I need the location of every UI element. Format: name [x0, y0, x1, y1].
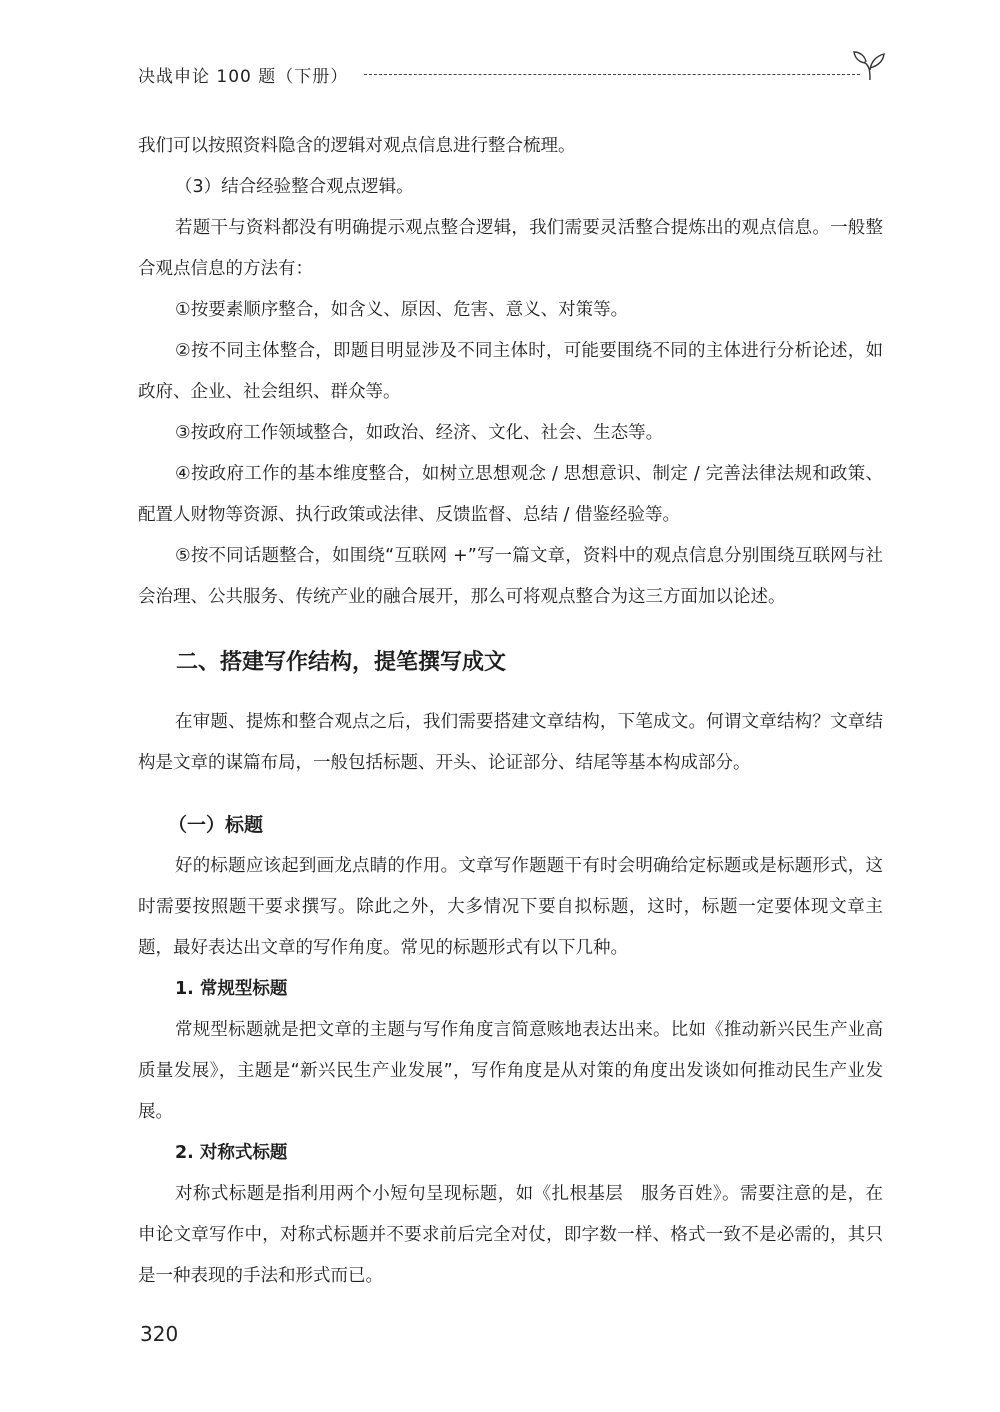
paragraph: 对称式标题是指利用两个小短句呈现标题，如《扎根基层 服务百姓》。需要注意的是，在申论文章写作中，对称式标题并不要求前后完全对仗，即字数一样、格式一致不是必需的，其只是一种表现的手法和形式而已。 — [138, 1184, 883, 1286]
paragraph: 在审题、提炼和整合观点之后，我们需要搭建文章结构，下笔成文。何谓文章结构？文章结构是文章的谋篇布局，一般包括标题、开头、论证部分、结尾等基本构成部分。 — [138, 712, 883, 773]
header-dashed-rule — [364, 74, 860, 75]
paragraph: 若题干与资料都没有明确提示观点整合逻辑，我们需要灵活整合提炼出的观点信息。一般整合观点信息的方法有： — [138, 218, 883, 279]
section-heading: 二、搭建写作结构，提笔撰写成文 — [176, 650, 507, 675]
list-item: ③按政府工作领域整合，如政治、经济、文化、社会、生态等。 — [175, 423, 664, 443]
list-item: ②按不同主体整合，即题目明显涉及不同主体时，可能要围绕不同的主体进行分析论述，如政府、企业、社会组织、群众等。 — [138, 341, 883, 402]
item-heading: 2. 对称式标题 — [175, 1143, 288, 1163]
running-header — [138, 46, 890, 86]
list-item: ④按政府工作的基本维度整合，如树立思想观念 / 思想意识、制定 / 完善法律法规和政策、配置人财物等资源、执行政策或法律、反馈监督、总结 / 借鉴经验等。 — [138, 464, 883, 525]
list-item: ①按要素顺序整合，如含义、原因、危害、意义、对策等。 — [175, 300, 629, 320]
paragraph: 我们可以按照资料隐含的逻辑对观点信息进行整合梳理。 — [138, 136, 576, 156]
page-body — [138, 126, 883, 1297]
book-title: 决战申论 100 题（下册） — [138, 67, 349, 87]
paragraph: 常规型标题就是把文章的主题与写作角度言简意赅地表达出来。比如《推动新兴民生产业高质量发展》，主题是“新兴民生产业发展”，写作角度是从对策的角度出发谈如何推动民生产业发展。 — [138, 1020, 883, 1122]
page-number: 320 — [140, 1322, 179, 1346]
subsection-heading: （一）标题 — [168, 814, 264, 836]
list-item: ⑤按不同话题整合，如围绕“互联网 +”写一篇文章，资料中的观点信息分别围绕互联网与社会治理、公共服务、传统产业的融合展开，那么可将观点整合为这三方面加以论述。 — [138, 546, 883, 607]
paragraph: 好的标题应该起到画龙点睛的作用。文章写作题题干有时会明确给定标题或是标题形式，这时需要按照题干要求撰写。除此之外，大多情况下要自拟标题，这时，标题一定要体现文章主题，最好表达出文章的写作角度。常见的标题形式有以下几种。 — [138, 856, 883, 958]
list-item: （3）结合经验整合观点逻辑。 — [175, 177, 414, 197]
sprout-icon — [850, 46, 890, 82]
item-heading: 1. 常规型标题 — [175, 979, 288, 999]
